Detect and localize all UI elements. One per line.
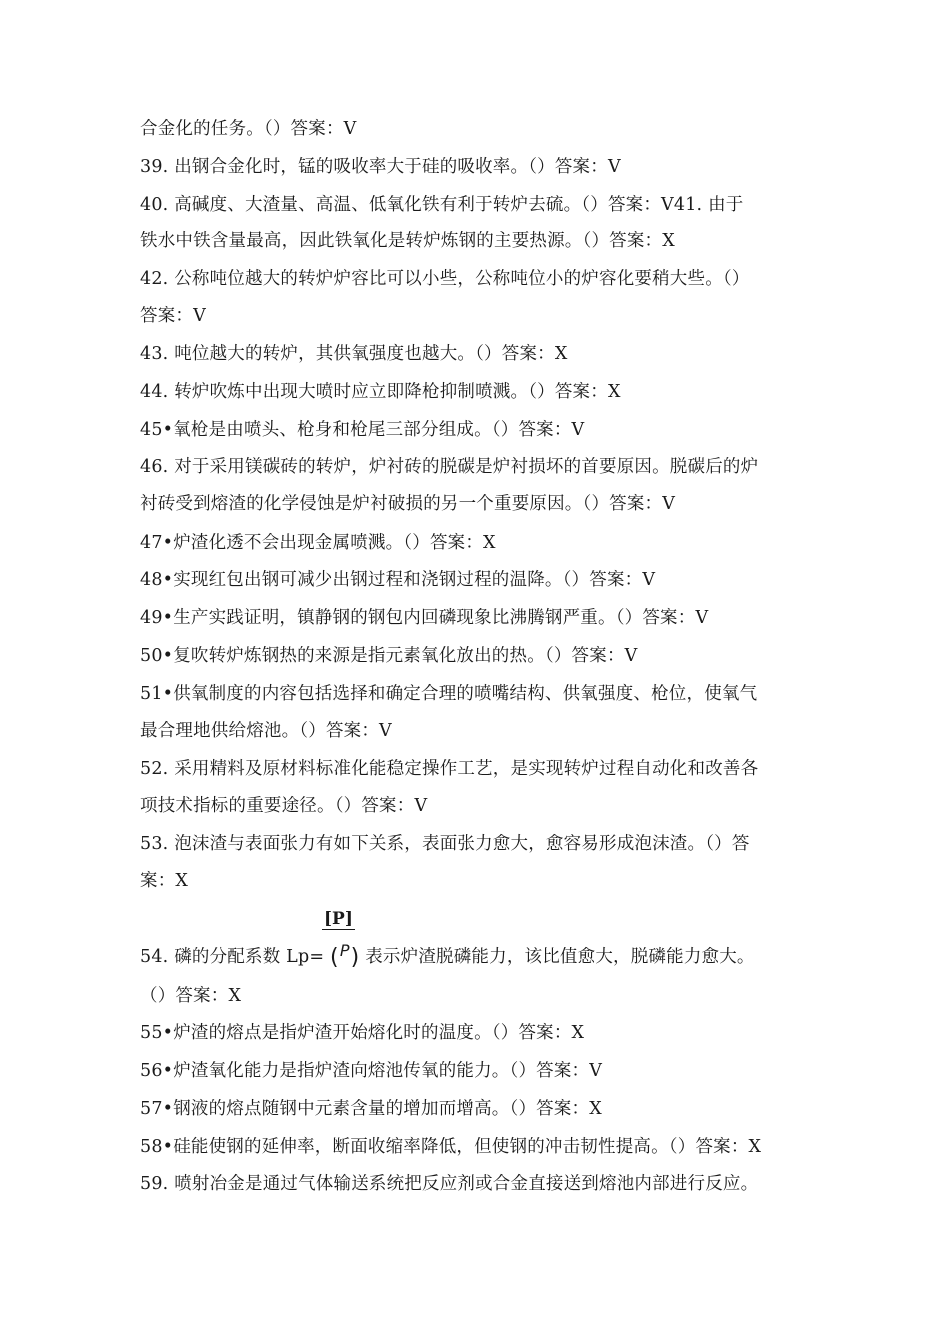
formula-numerator: [P] bbox=[324, 909, 353, 929]
text-line: （）答案：X bbox=[140, 986, 242, 1006]
text-line: 43. 吨位越大的转炉，其供氧强度也越大。（）答案：X bbox=[140, 344, 568, 364]
text-line: 44. 转炉吹炼中出现大喷时应立即降枪抑制喷溅。（）答案：X bbox=[140, 382, 621, 402]
text-line: 42. 公称吨位越大的转炉炉容比可以小些，公称吨位小的炉容化要稍大些。（） bbox=[140, 269, 750, 289]
text-line: 项技术指标的重要途径。（）答案：V bbox=[140, 796, 428, 816]
text-line: 59. 喷射冶金是通过气体输送系统把反应剂或合金直接送到熔池内部进行反应。 bbox=[140, 1174, 759, 1194]
text-line: 49•生产实践证明，镇静钢的钢包内回磷现象比沸腾钢严重。（）答案：V bbox=[140, 608, 709, 628]
formula-suffix: 表示炉渣脱磷能力，该比值愈大，脱磷能力愈大。 bbox=[365, 947, 755, 967]
text-line: 56•炉渣氧化能力是指炉渣向熔池传氧的能力。（）答案：V bbox=[140, 1061, 603, 1081]
formula-prefix: 54. 磷的分配系数 Lp= bbox=[140, 947, 325, 967]
text-line: 55•炉渣的熔点是指炉渣开始熔化时的温度。（）答案：X bbox=[140, 1023, 585, 1043]
text-line: 衬砖受到熔渣的化学侵蚀是炉衬破损的另一个重要原因。（）答案：V bbox=[140, 494, 676, 514]
text-line: 铁水中铁含量最高，因此铁氧化是转炉炼钢的主要热源。（）答案：X bbox=[140, 231, 675, 251]
text-line: 53. 泡沫渣与表面张力有如下关系，表面张力愈大，愈容易形成泡沫渣。（）答 bbox=[140, 834, 750, 854]
text-line: 48•实现红包出钢可减少出钢过程和浇钢过程的温降。（）答案：V bbox=[140, 570, 656, 590]
text-line: 45•氧枪是由喷头、枪身和枪尾三部分组成。（）答案：V bbox=[140, 420, 585, 440]
text-line: 50•复吹转炉炼钢热的来源是指元素氧化放出的热。（）答案：V bbox=[140, 646, 638, 666]
text-line: 答案：V bbox=[140, 306, 206, 326]
text-line: 最合理地供给熔池。（）答案：V bbox=[140, 721, 392, 741]
text-line: 51•供氧制度的内容包括选择和确定合理的喷嘴结构、供氧强度、枪位，使氧气 bbox=[140, 684, 758, 704]
text-line: 52. 采用精料及原材料标准化能稳定操作工艺，是实现转炉过程自动化和改善各 bbox=[140, 759, 759, 779]
text-line: 合金化的任务。（）答案：V bbox=[140, 119, 357, 139]
text-line: 57•钢液的熔点随钢中元素含量的增加而增高。（）答案：X bbox=[140, 1099, 602, 1119]
text-line: 46. 对于采用镁碳砖的转炉，炉衬砖的脱碳是炉衬损坏的首要原因。脱碳后的炉 bbox=[140, 457, 759, 477]
text-line: 39. 出钢合金化时，锰的吸收率大于硅的吸收率。（）答案：V bbox=[140, 157, 621, 177]
formula-line bbox=[140, 941, 755, 971]
text-line: 47•炉渣化透不会出现金属喷溅。（）答案：X bbox=[140, 533, 496, 553]
text-line: 案：X bbox=[140, 871, 189, 891]
text-line: 40. 高碱度、大渣量、高温、低氧化铁有利于转炉去硫。（）答案：V41. 由于 bbox=[140, 195, 744, 215]
formula-ratio: ($^P$) bbox=[330, 941, 360, 970]
text-line: 58•硅能使钢的延伸率，断面收缩率降低，但使钢的冲击韧性提高。（）答案：X bbox=[140, 1137, 762, 1157]
